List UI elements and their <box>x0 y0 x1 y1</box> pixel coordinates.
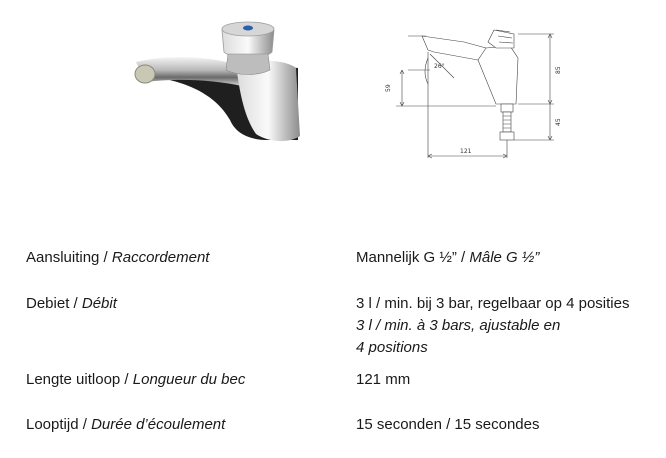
dim-height-left: 59 <box>385 84 392 92</box>
spec-value <box>356 247 539 269</box>
label-nl: Aansluiting <box>26 249 100 266</box>
dim-height-right: 85 <box>555 66 562 74</box>
spec-label <box>26 247 209 269</box>
label-sep: / <box>99 249 112 266</box>
dim-width: 121 <box>460 148 472 155</box>
label-sep: / <box>78 416 92 433</box>
label-nl: Lengte uitloop <box>26 371 121 388</box>
spec-value <box>356 414 539 436</box>
value-line-fr: 3 l / min. à 3 bars, ajustable en <box>356 317 561 334</box>
label-fr: Longueur du bec <box>132 371 246 388</box>
value-text: 15 seconden / 15 secondes <box>356 416 540 433</box>
label-nl: Debiet <box>26 295 70 312</box>
spec-label <box>26 369 245 391</box>
value-line-fr-cont: 4 positions <box>356 339 428 356</box>
label-fr: Débit <box>81 295 117 312</box>
label-nl: Looptijd <box>26 416 79 433</box>
faucet-photo <box>118 8 318 148</box>
spec-label <box>26 293 117 315</box>
spec-value <box>356 369 410 391</box>
label-sep: / <box>120 371 133 388</box>
dim-bottom: 45 <box>555 118 562 126</box>
label-fr: Raccordement <box>111 249 210 266</box>
value-line-nl: 3 l / min. bij 3 bar, regelbaar op 4 posities <box>356 295 630 312</box>
label-sep: / <box>69 295 82 312</box>
spec-value <box>356 293 630 359</box>
dim-angle: 26° <box>434 63 445 70</box>
value-fr: Mâle G ½” <box>469 249 540 266</box>
value-text: 121 mm <box>356 371 411 388</box>
technical-drawing <box>368 8 568 173</box>
spec-label <box>26 414 225 436</box>
value-nl: Mannelijk G ½” / <box>356 249 470 266</box>
label-fr: Durée d’écoulement <box>91 416 226 433</box>
